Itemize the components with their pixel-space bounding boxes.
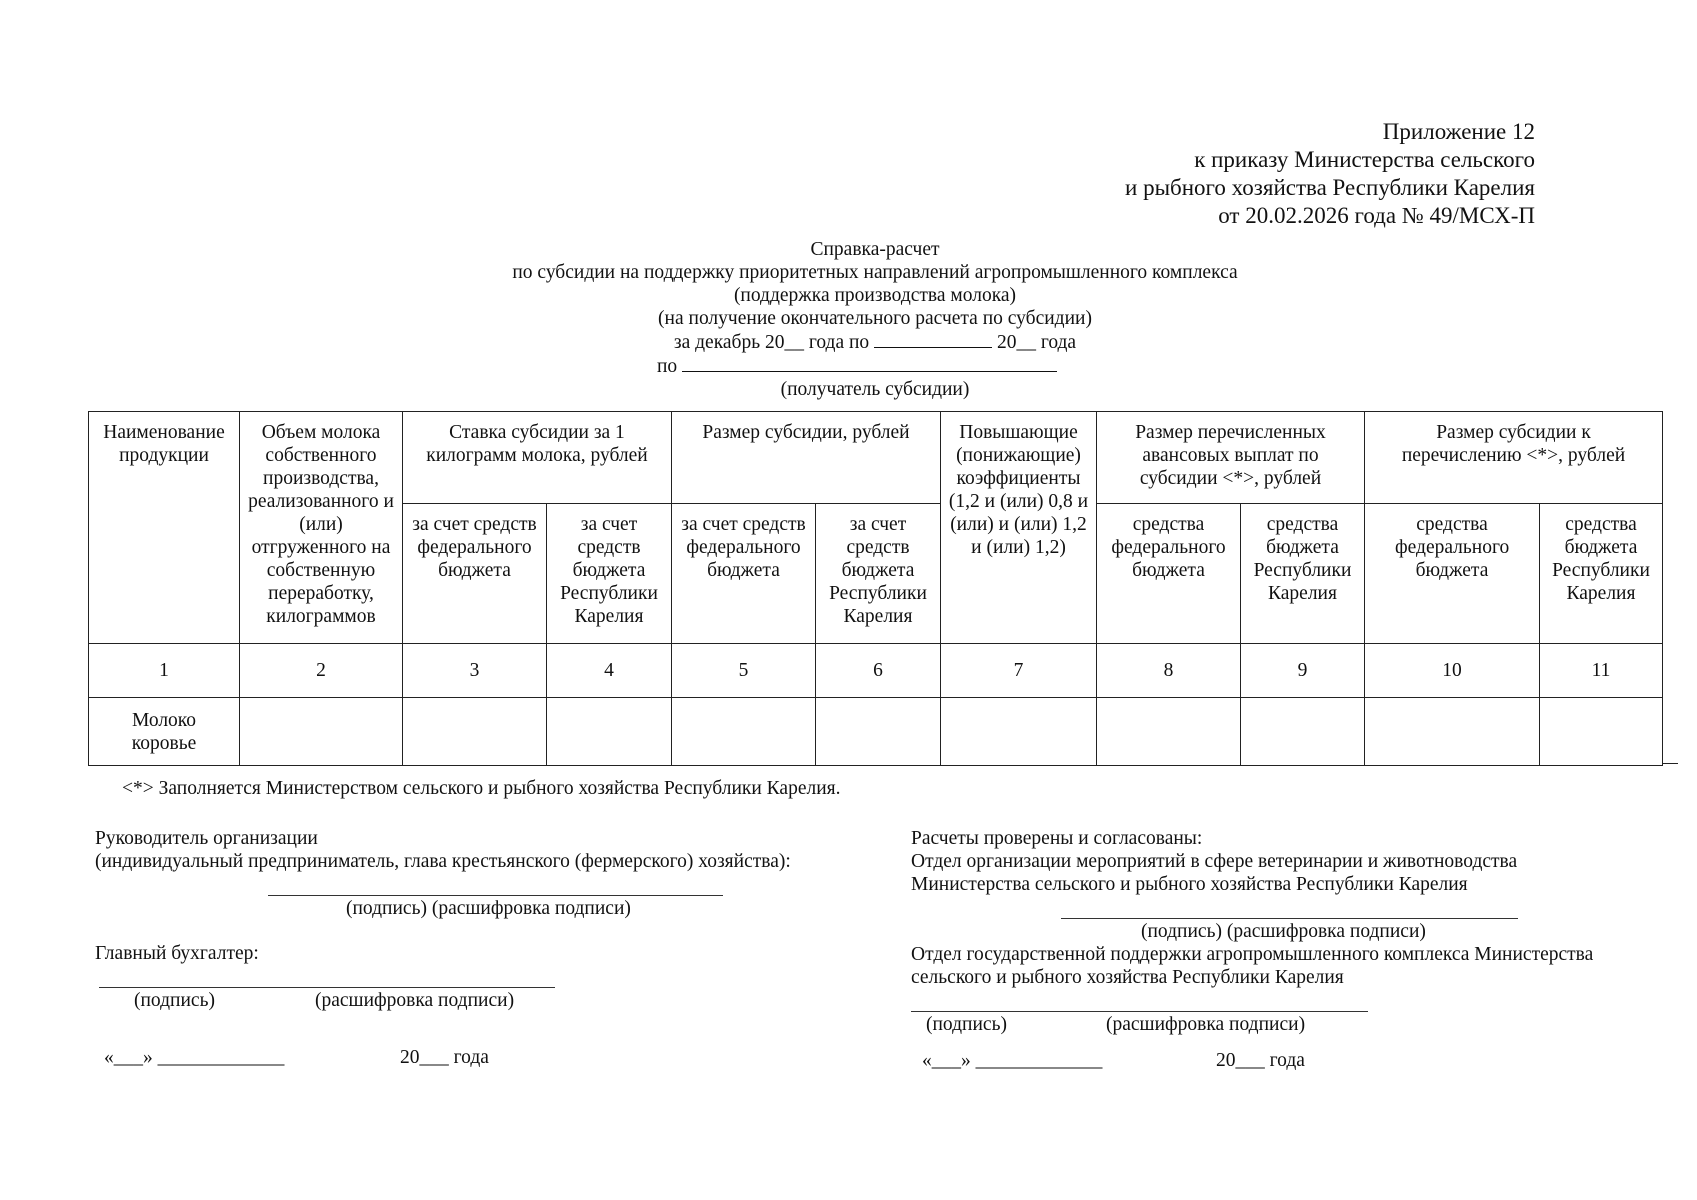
left-date-day[interactable]: «___» _____________ <box>104 1047 285 1068</box>
annex-line-2: к приказу Министерства сельского <box>1194 147 1535 172</box>
cell-advance-federal[interactable] <box>1097 698 1241 766</box>
header-coefficients: Повышающие (понижающие) коэффициенты (1,2 и (или) 0,8 и (или) и (или) 1,2 и (или) 1,2) <box>941 412 1097 644</box>
head-subtitle: (индивидуальный предприниматель, глава крестьянского (фермерского) хозяйства): <box>95 851 791 872</box>
cell-rate-federal[interactable] <box>403 698 547 766</box>
subheader-size-federal: за счет средств федерального бюджета <box>672 504 816 644</box>
dept1-signature-caption: (подпись) (расшифровка подписи) <box>1141 921 1426 942</box>
column-number: 2 <box>240 644 403 698</box>
cell-volume[interactable] <box>240 698 403 766</box>
recipient-blank[interactable] <box>682 354 1057 372</box>
title-line-4: (на получение окончательного расчета по субсидии) <box>658 308 1092 329</box>
header-advance-payments: Размер перечисленных авансовых выплат по субсидии <*>, рублей <box>1097 412 1365 504</box>
period-suffix: 20__ года <box>996 332 1077 353</box>
column-number: 11 <box>1540 644 1663 698</box>
annex-line-1: Приложение 12 <box>1382 119 1535 144</box>
title-line-2: по субсидии на поддержку приоритетных направлений агропромышленного комплекса <box>512 262 1238 283</box>
period-prefix: за декабрь 20__ года по <box>673 332 870 353</box>
period-line <box>0 330 1697 354</box>
column-number: 10 <box>1365 644 1540 698</box>
cell-coefficient[interactable] <box>941 698 1097 766</box>
cell-size-regional[interactable] <box>816 698 941 766</box>
subheader-payable-regional: средства бюджета Республики Карелия <box>1540 504 1663 644</box>
header-volume: Объем молока собственного производства, реализованного и (или) отгруженного на собственную переработку, килограммов <box>240 412 403 644</box>
title-line-3: (поддержка производства молока) <box>733 285 1017 306</box>
column-number: 9 <box>1241 644 1365 698</box>
dept2-decode-caption: (расшифровка подписи) <box>1106 1014 1306 1035</box>
checked-title: Расчеты проверены и согласованы: <box>911 828 1203 849</box>
left-date-year: 20___ года <box>400 1047 489 1068</box>
footnote: <*> Заполняется Министерством сельского и рыбного хозяйства Республики Карелия. <box>122 778 841 799</box>
annex-line-3: и рыбного хозяйства Республики Карелия <box>1125 175 1535 200</box>
dept2-signature-line[interactable] <box>911 1011 1368 1012</box>
column-number: 5 <box>672 644 816 698</box>
recipient-prefix: по <box>656 356 678 377</box>
header-product: Наименование продукции <box>89 412 240 644</box>
cell-payable-federal[interactable] <box>1365 698 1540 766</box>
head-signature-line[interactable] <box>268 895 723 896</box>
column-numbers-row <box>89 644 1663 698</box>
dept1-signature-line[interactable] <box>1061 918 1518 919</box>
head-title: Руководитель организации <box>95 828 318 849</box>
column-number: 4 <box>547 644 672 698</box>
header-payable: Размер субсидии к перечислению <*>, рублей <box>1365 412 1663 504</box>
accountant-decode-caption: (расшифровка подписи) <box>315 990 515 1011</box>
cell-advance-regional[interactable] <box>1241 698 1365 766</box>
header-rate: Ставка субсидии за 1 килограмм молока, рублей <box>403 412 672 504</box>
table-row <box>89 698 1663 766</box>
annex-line-4: от 20.02.2026 года № 49/МСХ-П <box>1218 203 1535 228</box>
column-number: 3 <box>403 644 547 698</box>
document-title <box>0 238 1697 401</box>
column-number: 6 <box>816 644 941 698</box>
cell-size-federal[interactable] <box>672 698 816 766</box>
header-subsidy-size: Размер субсидии, рублей <box>672 412 941 504</box>
cell-rate-regional[interactable] <box>547 698 672 766</box>
right-date-year: 20___ года <box>1216 1050 1305 1071</box>
column-number: 7 <box>941 644 1097 698</box>
accountant-sign-caption: (подпись) <box>134 990 215 1011</box>
subheader-rate-federal: за счет средств федерального бюджета <box>403 504 547 644</box>
accountant-title: Главный бухгалтер: <box>95 943 259 964</box>
table-edge-line <box>1662 763 1678 764</box>
subheader-payable-federal: средства федерального бюджета <box>1365 504 1540 644</box>
calculation-table <box>88 411 1663 766</box>
dept2-line-1: Отдел государственной поддержки агропромышленного комплекса Министерства <box>911 944 1594 965</box>
dept1-line-2: Министерства сельского и рыбного хозяйства Республики Карелия <box>911 874 1468 895</box>
subheader-advance-federal: средства федерального бюджета <box>1097 504 1241 644</box>
recipient-caption: (получатель субсидии) <box>780 379 970 400</box>
column-number: 1 <box>89 644 240 698</box>
product-name: Молоко коровье <box>89 698 240 766</box>
subheader-size-regional: за счет средств бюджета Республики Карелия <box>816 504 941 644</box>
right-date-day[interactable]: «___» _____________ <box>922 1050 1103 1071</box>
annex-header <box>1125 118 1535 230</box>
subheader-advance-regional: средства бюджета Республики Карелия <box>1241 504 1365 644</box>
dept2-line-2: сельского и рыбного хозяйства Республики Карелия <box>911 967 1344 988</box>
accountant-signature-line[interactable] <box>99 987 555 988</box>
subheader-rate-regional: за счет средств бюджета Республики Карелия <box>547 504 672 644</box>
head-signature-caption: (подпись) (расшифровка подписи) <box>346 898 631 919</box>
period-blank[interactable] <box>874 330 992 348</box>
recipient-line <box>0 354 1697 378</box>
column-number: 8 <box>1097 644 1241 698</box>
dept1-line-1: Отдел организации мероприятий в сфере ветеринарии и животноводства <box>911 851 1518 872</box>
cell-payable-regional[interactable] <box>1540 698 1663 766</box>
dept2-sign-caption: (подпись) <box>926 1014 1007 1035</box>
title-line-1: Справка-расчет <box>810 239 940 260</box>
